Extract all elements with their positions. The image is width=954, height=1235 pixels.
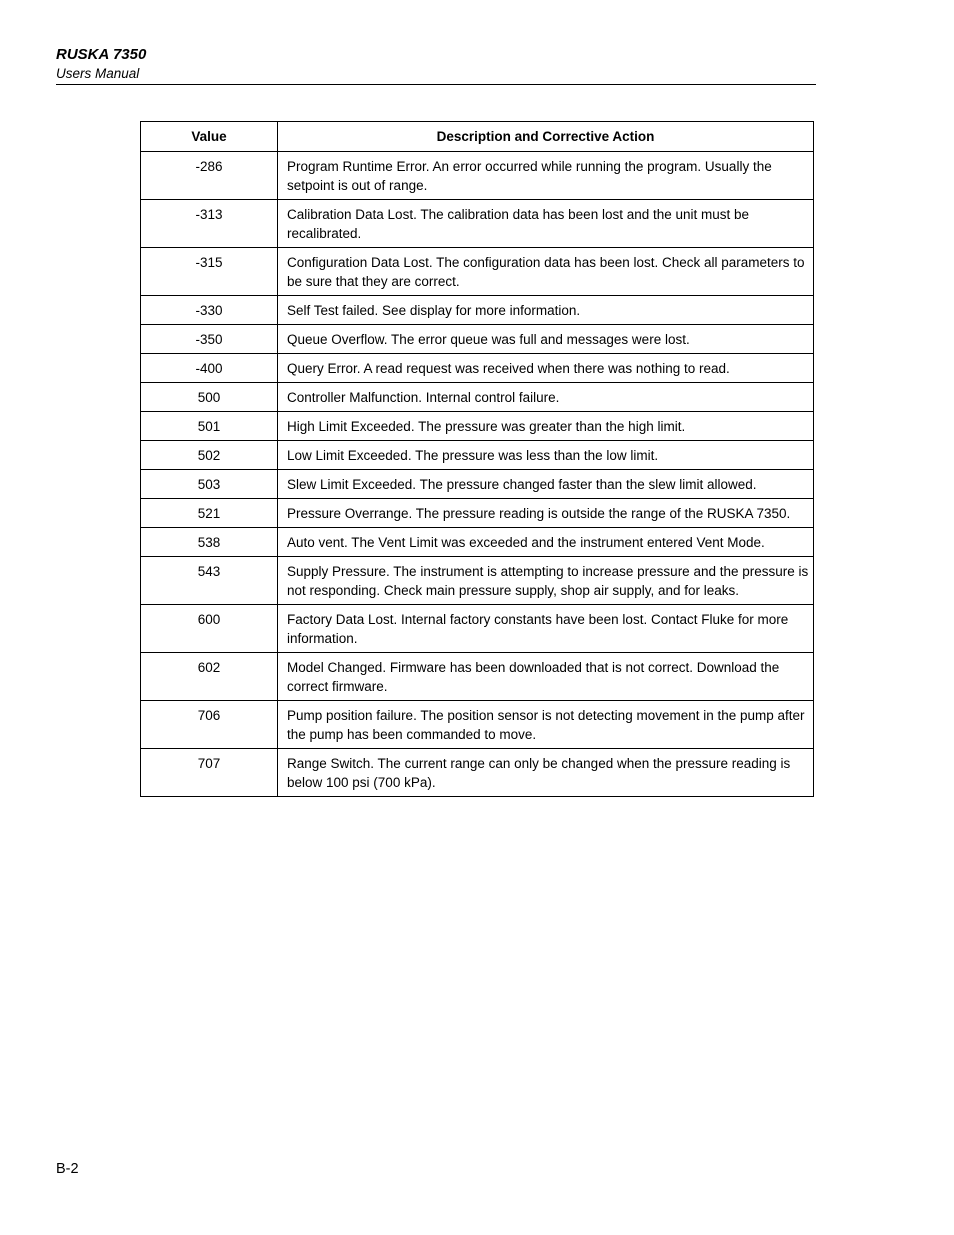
error-description: Controller Malfunction. Internal control failure. bbox=[278, 383, 814, 412]
error-value: -315 bbox=[141, 248, 278, 296]
header-divider bbox=[56, 84, 816, 85]
table-row bbox=[141, 383, 814, 412]
error-description: Calibration Data Lost. The calibration data has been lost and the unit must be recalibrated. bbox=[278, 200, 814, 248]
table-body bbox=[141, 152, 814, 797]
table-row bbox=[141, 653, 814, 701]
page-number: B-2 bbox=[56, 1161, 79, 1177]
table-row bbox=[141, 412, 814, 441]
table-row bbox=[141, 325, 814, 354]
error-description: Self Test failed. See display for more information. bbox=[278, 296, 814, 325]
error-value: 503 bbox=[141, 470, 278, 499]
table-row bbox=[141, 605, 814, 653]
error-description: Queue Overflow. The error queue was full and messages were lost. bbox=[278, 325, 814, 354]
error-value: 600 bbox=[141, 605, 278, 653]
table-row bbox=[141, 557, 814, 605]
error-description: Model Changed. Firmware has been downloaded that is not correct. Download the correct firmware. bbox=[278, 653, 814, 701]
error-description: Auto vent. The Vent Limit was exceeded and the instrument entered Vent Mode. bbox=[278, 528, 814, 557]
error-value: 707 bbox=[141, 749, 278, 797]
error-value: 538 bbox=[141, 528, 278, 557]
error-description: High Limit Exceeded. The pressure was greater than the high limit. bbox=[278, 412, 814, 441]
table-row bbox=[141, 296, 814, 325]
table-row bbox=[141, 441, 814, 470]
document-title: RUSKA 7350 bbox=[56, 46, 147, 63]
error-value: -286 bbox=[141, 152, 278, 200]
table-row bbox=[141, 701, 814, 749]
table-row bbox=[141, 470, 814, 499]
error-value: 602 bbox=[141, 653, 278, 701]
column-header-description: Description and Corrective Action bbox=[278, 122, 814, 152]
error-description: Factory Data Lost. Internal factory constants have been lost. Contact Fluke for more information. bbox=[278, 605, 814, 653]
table-row bbox=[141, 354, 814, 383]
table-header-row bbox=[141, 122, 814, 152]
error-description: Supply Pressure. The instrument is attempting to increase pressure and the pressure is not responding. Check main pressure supply, shop air supply, and for leaks. bbox=[278, 557, 814, 605]
error-value: -313 bbox=[141, 200, 278, 248]
document-subtitle: Users Manual bbox=[56, 66, 140, 81]
error-value: 502 bbox=[141, 441, 278, 470]
error-value: 521 bbox=[141, 499, 278, 528]
error-description: Slew Limit Exceeded. The pressure changed faster than the slew limit allowed. bbox=[278, 470, 814, 499]
table-row bbox=[141, 248, 814, 296]
table-row bbox=[141, 499, 814, 528]
table-row bbox=[141, 200, 814, 248]
error-value: -330 bbox=[141, 296, 278, 325]
error-value: -350 bbox=[141, 325, 278, 354]
error-description: Low Limit Exceeded. The pressure was less than the low limit. bbox=[278, 441, 814, 470]
table-row bbox=[141, 749, 814, 797]
error-value: 500 bbox=[141, 383, 278, 412]
error-description: Range Switch. The current range can only be changed when the pressure reading is below 100 psi (700 kPa). bbox=[278, 749, 814, 797]
error-value: 501 bbox=[141, 412, 278, 441]
error-description: Query Error. A read request was received when there was nothing to read. bbox=[278, 354, 814, 383]
error-value: 543 bbox=[141, 557, 278, 605]
error-description: Pressure Overrange. The pressure reading is outside the range of the RUSKA 7350. bbox=[278, 499, 814, 528]
error-value: 706 bbox=[141, 701, 278, 749]
table-row bbox=[141, 152, 814, 200]
error-description: Program Runtime Error. An error occurred while running the program. Usually the setpoint is out of range. bbox=[278, 152, 814, 200]
column-header-value: Value bbox=[141, 122, 278, 152]
page-header bbox=[56, 46, 816, 83]
error-code-table bbox=[140, 121, 814, 797]
error-description: Configuration Data Lost. The configuration data has been lost. Check all parameters to be sure that they are correct. bbox=[278, 248, 814, 296]
table-row bbox=[141, 528, 814, 557]
error-description: Pump position failure. The position sensor is not detecting movement in the pump after the pump has been commanded to move. bbox=[278, 701, 814, 749]
error-value: -400 bbox=[141, 354, 278, 383]
